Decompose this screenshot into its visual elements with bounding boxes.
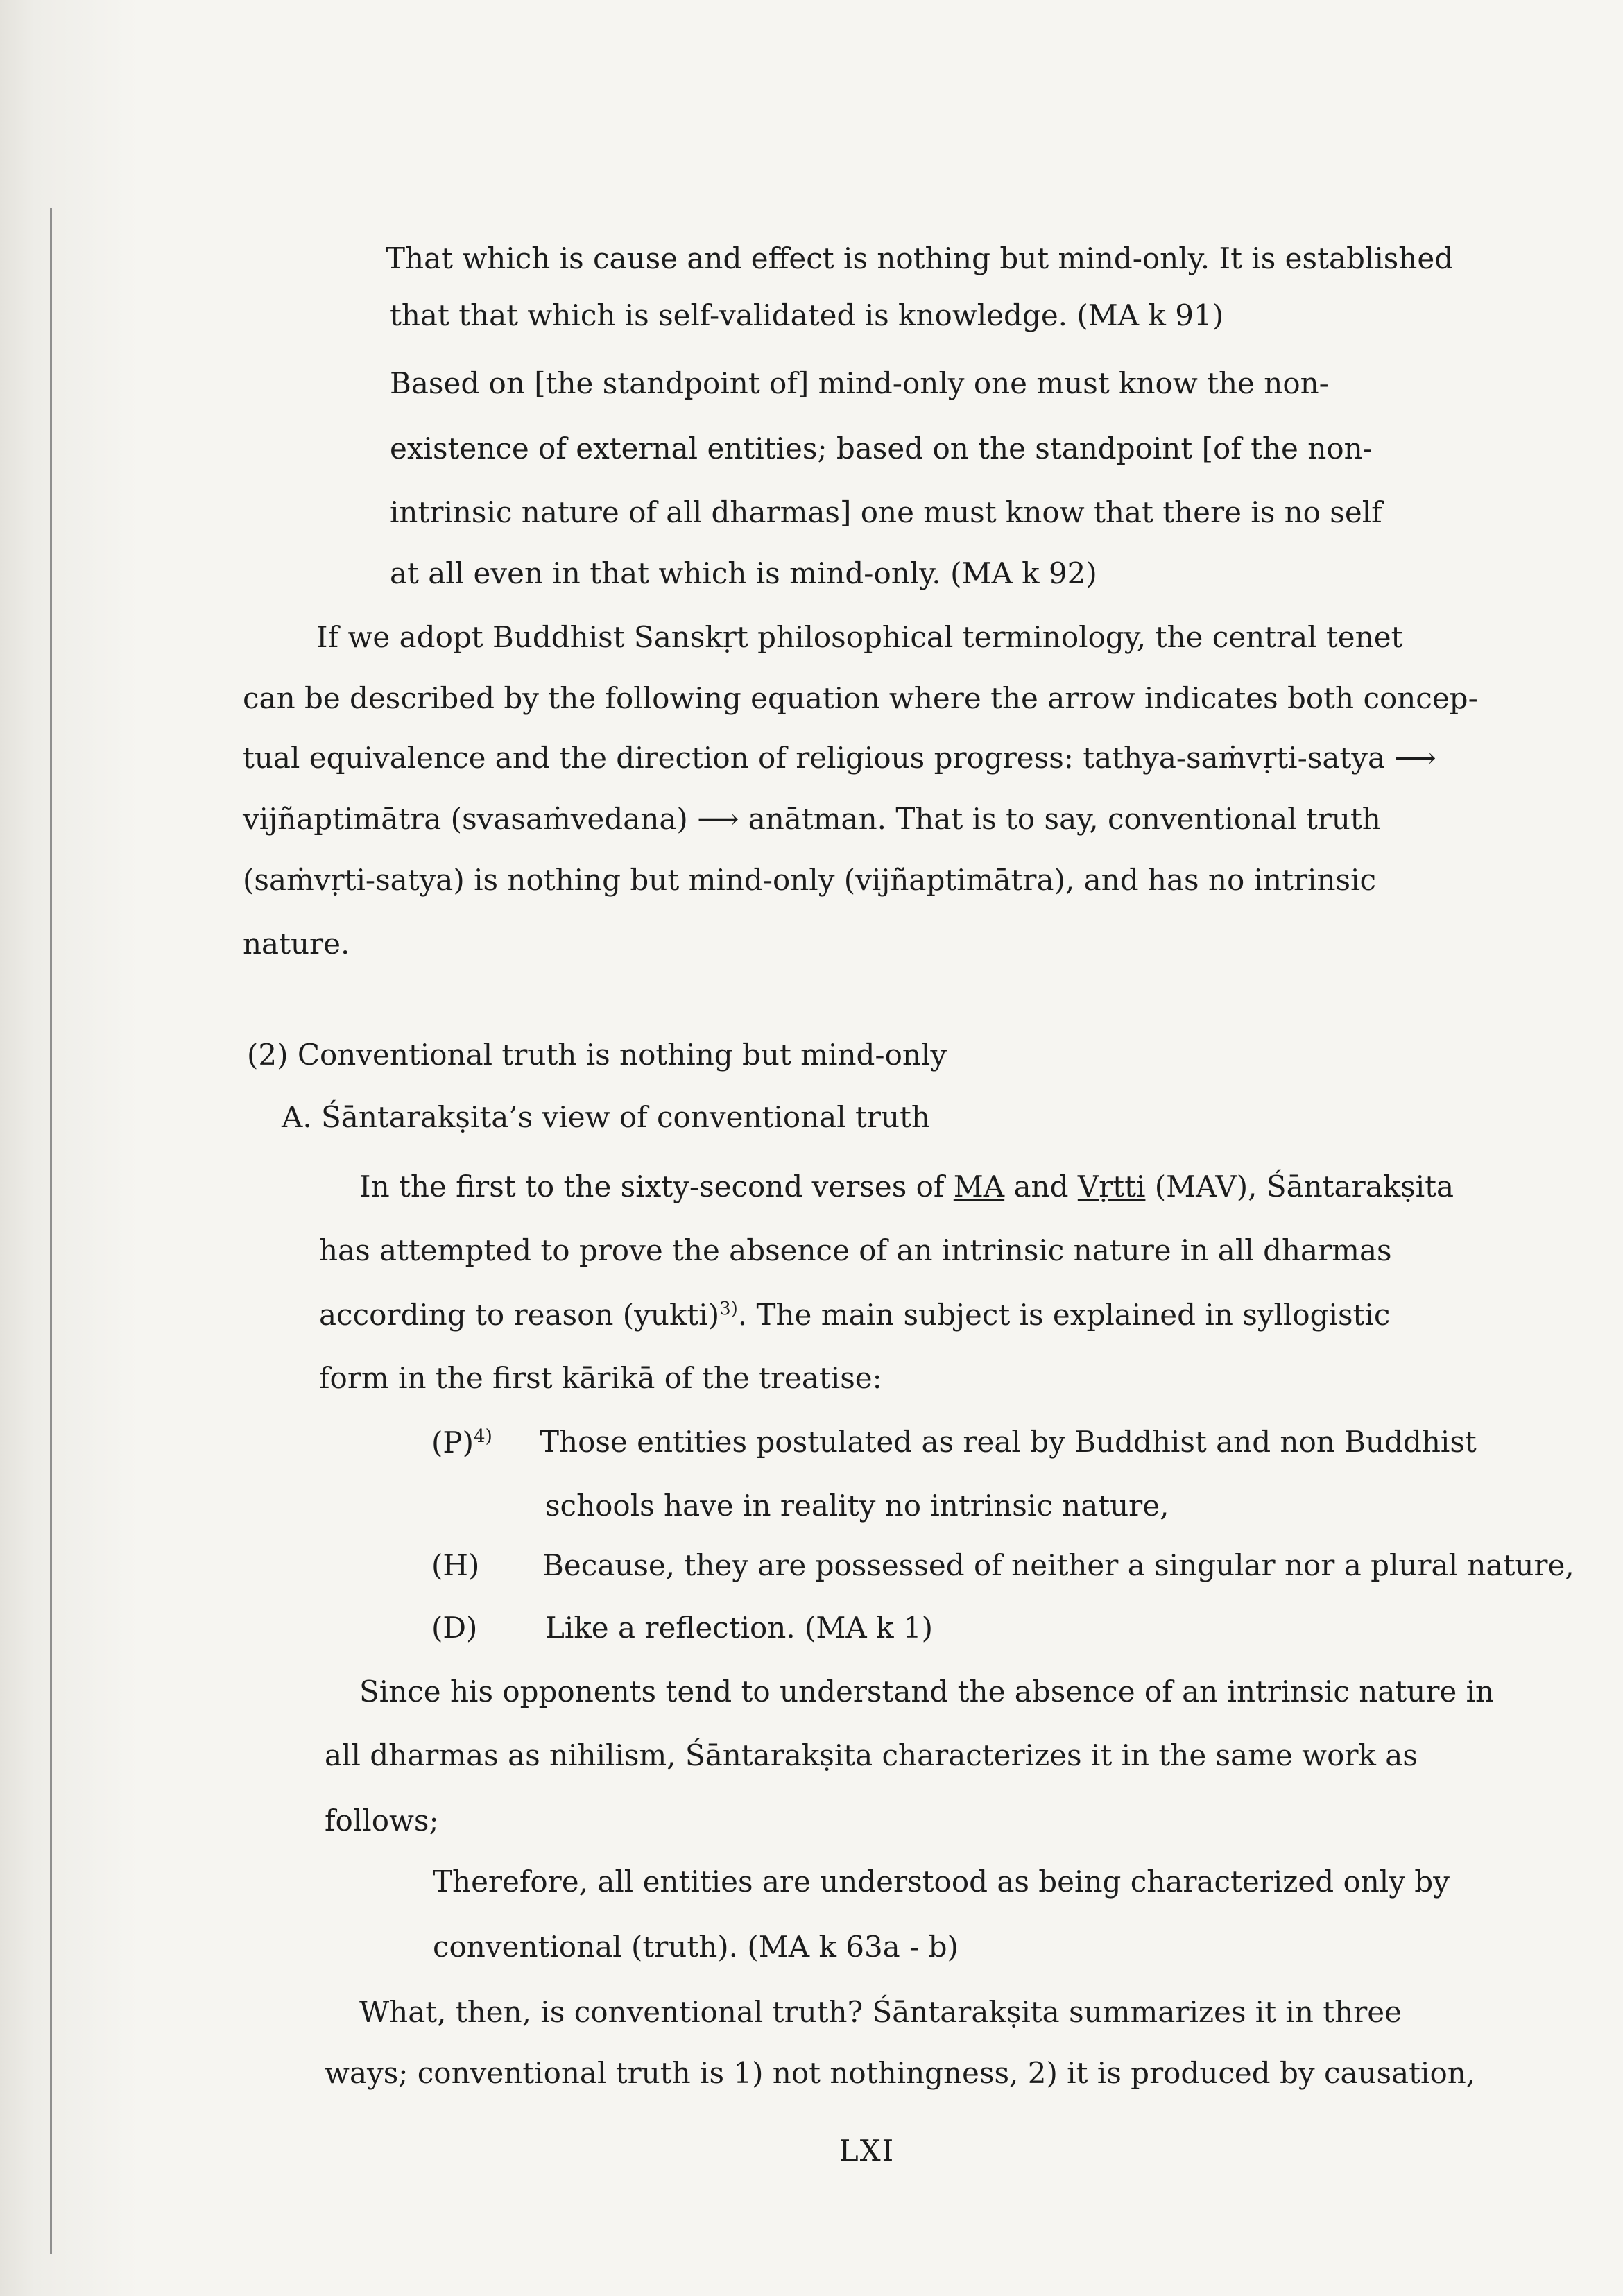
para1-line4: vijñaptimātra (svasaṁvedana) ⟶ anātman. That is to say, conventional truth — [243, 802, 1381, 836]
footnote-ref-4: 4) — [474, 1426, 492, 1447]
scan-margin-shading — [0, 0, 139, 2296]
quote1-line3: Based on [the standpoint of] mind-only one must know the non- — [390, 366, 1329, 400]
para2-line1-c: (MAV), Śāntarakṣita — [1145, 1170, 1454, 1203]
para4-line1: What, then, is conventional truth? Śāntarakṣita summarizes it in three — [359, 1995, 1402, 2029]
quote1-line4: existence of external entities; based on the standpoint [of the non- — [390, 431, 1373, 465]
para1-line2: can be described by the following equation where the arrow indicates both concep- — [243, 681, 1478, 715]
para1-line3: tual equivalence and the direction of religious progress: tathya-saṁvṛti-satya ⟶ — [243, 741, 1436, 775]
para3-line2: all dharmas as nihilism, Śāntarakṣita characterizes it in the same work as — [325, 1738, 1418, 1772]
para2-line3 — [319, 1300, 1390, 1330]
para4-line2: ways; conventional truth is 1) not nothingness, 2) it is produced by causation, — [325, 2056, 1476, 2090]
syllogism-h-label: (H) — [431, 1548, 480, 1582]
subsection-heading: A. Śāntarakṣita’s view of conventional truth — [282, 1100, 930, 1134]
quote2-line2: conventional (truth). (MA k 63a - b) — [433, 1930, 959, 1964]
syllogism-p-label — [431, 1425, 492, 1459]
para2-line1-a: In the first to the sixty-second verses of — [359, 1170, 954, 1203]
quote1-line1: That which is cause and effect is nothing but mind-only. It is established — [386, 241, 1454, 275]
syllogism-p-line1: Those entities postulated as real by Buddhist and non Buddhist — [540, 1425, 1477, 1459]
ma-abbreviation: MA — [953, 1170, 1005, 1203]
syllogism-h-text: Because, they are possessed of neither a singular nor a plural nature, — [542, 1548, 1574, 1582]
para2-line4: form in the first kārikā of the treatise: — [319, 1361, 882, 1395]
footnote-ref-3: 3) — [719, 1299, 738, 1319]
syllogism-d-label: (D) — [431, 1611, 478, 1645]
page-number: LXI — [839, 2134, 895, 2168]
para3-line1: Since his opponents tend to understand the absence of an intrinsic nature in — [359, 1674, 1495, 1708]
quote1-line2: that that which is self-validated is knowledge. (MA k 91) — [390, 298, 1224, 332]
para1-line5: (saṁvṛti-satya) is nothing but mind-only (vijñaptimātra), and has no intrinsic — [243, 863, 1377, 897]
vrtti-title: Vṛtti — [1077, 1170, 1146, 1203]
section-heading: (2) Conventional truth is nothing but mind-only — [247, 1038, 947, 1072]
binding-edge-line — [50, 208, 52, 2254]
para1-line1: If we adopt Buddhist Sanskṛt philosophical terminology, the central tenet — [316, 620, 1403, 654]
para2-line1-b: and — [1004, 1170, 1078, 1203]
para2-line2: has attempted to prove the absence of an intrinsic nature in all dharmas — [319, 1233, 1392, 1267]
para2-line3-b: . The main subject is explained in syllogistic — [737, 1298, 1391, 1332]
p-label: (P) — [431, 1425, 474, 1459]
quote1-line6: at all even in that which is mind-only. (MA k 92) — [390, 556, 1097, 590]
syllogism-p-line2: schools have in reality no intrinsic nature, — [545, 1489, 1169, 1523]
para2-line1 — [359, 1172, 1454, 1201]
quote2-line1: Therefore, all entities are understood as being characterized only by — [433, 1865, 1450, 1899]
para3-line3: follows; — [325, 1804, 439, 1837]
para2-line3-a: according to reason (yukti) — [319, 1298, 720, 1332]
quote1-line5: intrinsic nature of all dharmas] one must know that there is no self — [390, 495, 1382, 529]
para1-line6: nature. — [243, 927, 350, 961]
syllogism-d-text: Like a reflection. (MA k 1) — [545, 1611, 934, 1645]
